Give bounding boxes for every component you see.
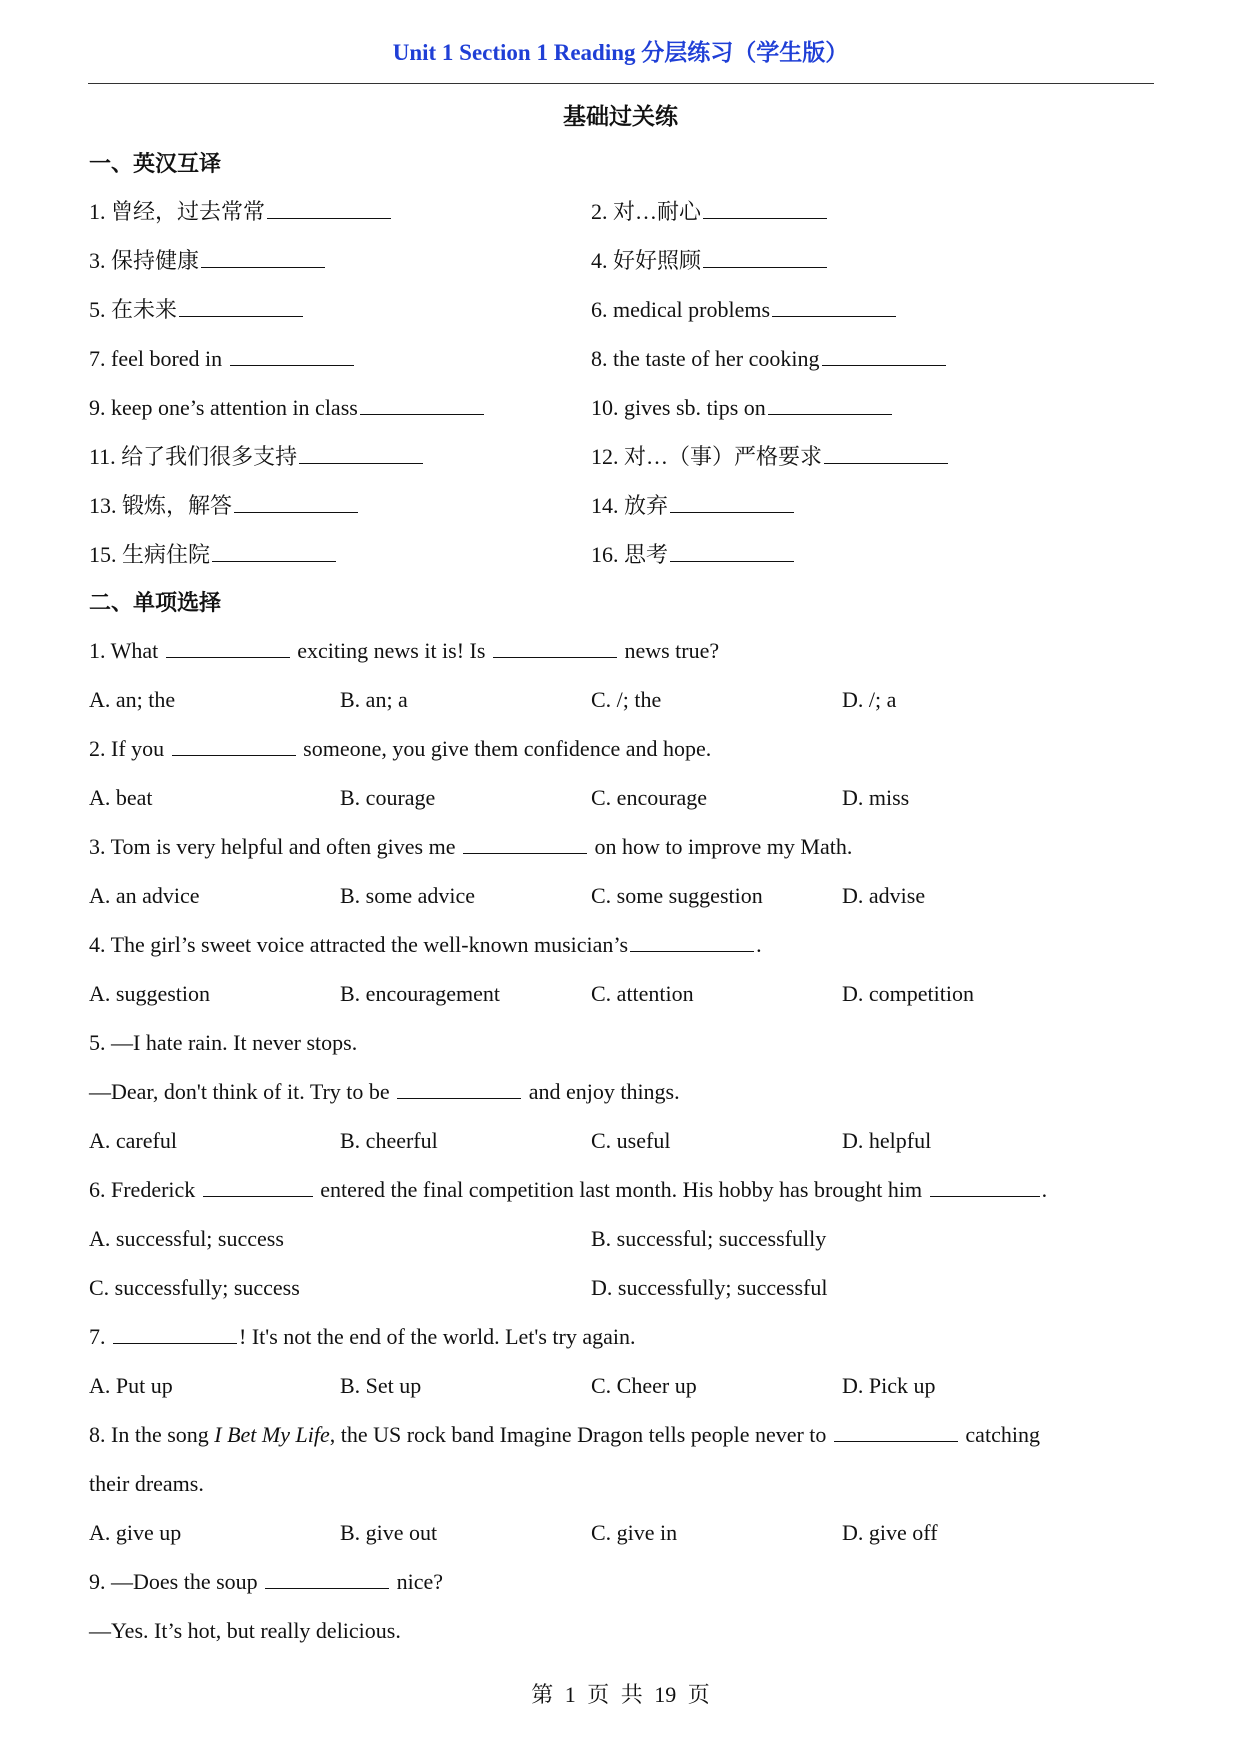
answer-blank[interactable] (834, 1440, 958, 1442)
question-stem: 4. The girl’s sweet voice attracted the well-known musician’s . (89, 932, 762, 957)
option[interactable]: A. Put up (89, 1373, 173, 1398)
answer-blank[interactable] (265, 1587, 389, 1589)
option[interactable]: A. successful; success (89, 1226, 284, 1251)
option[interactable]: B. Set up (340, 1373, 422, 1398)
option[interactable]: B. successful; successfully (591, 1226, 827, 1251)
option[interactable]: A. an advice (89, 883, 200, 908)
answer-blank[interactable] (230, 364, 354, 366)
question-stem: 1. What exciting news it is! Is news true? (89, 638, 720, 663)
section-title: 一、英汉互译 (89, 151, 222, 176)
answer-blank[interactable] (212, 560, 336, 562)
answer-blank[interactable] (463, 852, 587, 854)
option[interactable]: D. /; a (842, 687, 897, 712)
translation-item: 2. 对…耐心 (591, 187, 1093, 236)
answer-blank[interactable] (670, 511, 794, 513)
answer-blank[interactable] (172, 754, 296, 756)
answer-blank[interactable] (930, 1195, 1040, 1197)
option[interactable]: D. advise (842, 883, 926, 908)
option[interactable]: B. give out (340, 1520, 438, 1545)
answer-blank[interactable] (703, 217, 827, 219)
option-row (89, 969, 1155, 1018)
answer-blank[interactable] (670, 560, 794, 562)
translation-row (89, 285, 1155, 334)
option-row (89, 1508, 1155, 1557)
question-stem: 7. ! It's not the end of the world. Let's try again. (89, 1324, 636, 1349)
option[interactable]: B. encouragement (340, 981, 501, 1006)
option[interactable]: C. Cheer up (591, 1373, 697, 1398)
translation-item: 15. 生病住院 (89, 530, 591, 579)
question-stem: —Yes. It’s hot, but really delicious. (89, 1618, 401, 1643)
question-stem: 5. —I hate rain. It never stops. (89, 1030, 358, 1055)
translation-row (89, 432, 1155, 481)
option[interactable]: C. successfully; success (89, 1275, 300, 1300)
option[interactable]: B. some advice (340, 883, 476, 908)
option-row (89, 1263, 1155, 1312)
option[interactable]: A. careful (89, 1128, 177, 1153)
page-number: 第 1 页 共 19 页 (531, 1682, 710, 1707)
section-title: 二、单项选择 (89, 590, 222, 615)
translation-item: 12. 对…（事）严格要求 (591, 432, 1093, 481)
answer-blank[interactable] (822, 364, 946, 366)
answer-blank[interactable] (493, 656, 617, 658)
option-row (89, 871, 1155, 920)
question-stem: 6. Frederick entered the final competition last month. His hobby has brought him . (89, 1177, 1048, 1202)
translation-row (89, 236, 1155, 285)
translation-item: 9. keep one’s attention in class (89, 383, 591, 432)
option-row (89, 1361, 1155, 1410)
document-header: Unit 1 Section 1 Reading 分层练习（学生版） (392, 40, 849, 65)
option-row (89, 1214, 1155, 1263)
answer-blank[interactable] (824, 462, 948, 464)
translation-item: 3. 保持健康 (89, 236, 591, 285)
header-divider (88, 83, 1154, 84)
translation-row (89, 481, 1155, 530)
translation-row (89, 334, 1155, 383)
option[interactable]: B. cheerful (340, 1128, 438, 1153)
question-stem: 9. —Does the soup nice? (89, 1569, 444, 1594)
option-row (89, 675, 1155, 724)
translation-item: 7. feel bored in (89, 334, 591, 383)
question-stem: 3. Tom is very helpful and often gives me on how to improve my Math. (89, 834, 853, 859)
option[interactable]: C. some suggestion (591, 883, 763, 908)
option-row (89, 1116, 1155, 1165)
translation-item: 6. medical problems (591, 285, 1093, 334)
option[interactable]: A. suggestion (89, 981, 210, 1006)
worksheet-content (89, 140, 1155, 1655)
translation-row (89, 187, 1155, 236)
answer-blank[interactable] (630, 950, 754, 952)
answer-blank[interactable] (203, 1195, 313, 1197)
option[interactable]: D. Pick up (842, 1373, 936, 1398)
option[interactable]: A. an; the (89, 687, 176, 712)
translation-item: 11. 给了我们很多支持 (89, 432, 591, 481)
translation-item: 5. 在未来 (89, 285, 591, 334)
answer-blank[interactable] (768, 413, 892, 415)
answer-blank[interactable] (299, 462, 423, 464)
answer-blank[interactable] (234, 511, 358, 513)
option[interactable]: C. give in (591, 1520, 678, 1545)
option[interactable]: A. beat (89, 785, 153, 810)
option-row (89, 773, 1155, 822)
translation-item: 14. 放弃 (591, 481, 1093, 530)
translation-row (89, 383, 1155, 432)
option[interactable]: D. helpful (842, 1128, 932, 1153)
translation-item: 16. 思考 (591, 530, 1093, 579)
answer-blank[interactable] (166, 656, 290, 658)
option[interactable]: C. encourage (591, 785, 708, 810)
option[interactable]: D. competition (842, 981, 974, 1006)
option[interactable]: B. an; a (340, 687, 408, 712)
song-title: I Bet My Life (214, 1422, 330, 1447)
question-stem: —Dear, don't think of it. Try to be and enjoy things. (89, 1079, 680, 1104)
translation-item: 13. 锻炼，解答 (89, 481, 591, 530)
answer-blank[interactable] (397, 1097, 521, 1099)
answer-blank[interactable] (360, 413, 484, 415)
option[interactable]: C. useful (591, 1128, 671, 1153)
answer-blank[interactable] (703, 266, 827, 268)
option[interactable]: A. give up (89, 1520, 182, 1545)
answer-blank[interactable] (772, 315, 896, 317)
option[interactable]: C. attention (591, 981, 694, 1006)
answer-blank[interactable] (113, 1342, 237, 1344)
translation-item: 4. 好好照顾 (591, 236, 1093, 285)
translation-item: 1. 曾经，过去常常 (89, 187, 591, 236)
translation-item: 10. gives sb. tips on (591, 383, 1093, 432)
answer-blank[interactable] (201, 266, 325, 268)
question-stem: 2. If you someone, you give them confidence and hope. (89, 736, 712, 761)
option[interactable]: C. /; the (591, 687, 662, 712)
option[interactable]: D. successfully; successful (591, 1275, 828, 1300)
question-stem: 8. In the song I Bet My Life, the US rock band Imagine Dragon tells people never to catching (89, 1422, 1040, 1447)
answer-blank[interactable] (179, 315, 303, 317)
option[interactable]: D. give off (842, 1520, 938, 1545)
answer-blank[interactable] (267, 217, 391, 219)
translation-item: 8. the taste of her cooking (591, 334, 1093, 383)
translation-row (89, 530, 1155, 579)
option[interactable]: B. courage (340, 785, 436, 810)
option[interactable]: D. miss (842, 785, 910, 810)
question-stem: their dreams. (89, 1471, 204, 1496)
page-title: 基础过关练 (563, 104, 678, 129)
